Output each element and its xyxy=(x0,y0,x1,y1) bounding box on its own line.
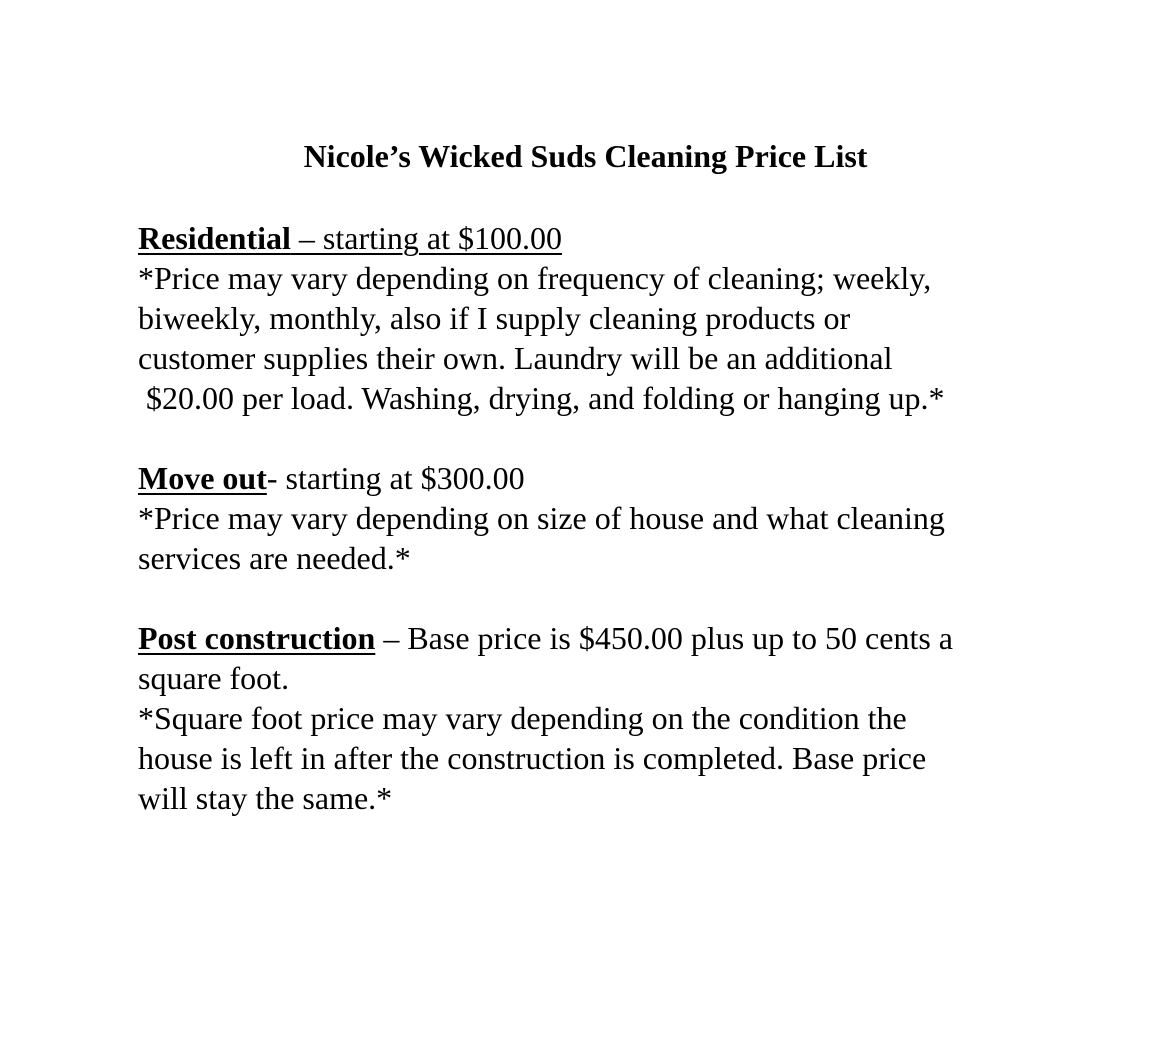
body-line: *Price may vary depending on frequency of cleaning; weekly, xyxy=(138,260,932,296)
heading-price: - starting at $300.00 xyxy=(266,460,525,496)
section-heading xyxy=(138,218,1038,258)
body-line: services are needed.* xyxy=(138,540,411,576)
residential-heading-underlined xyxy=(138,220,562,256)
heading-label: Residential xyxy=(138,220,291,256)
heading-price: – starting at $100.00 xyxy=(290,220,562,256)
title-text: Nicole’s Wicked Suds Cleaning Price List xyxy=(303,138,868,174)
body-line: customer supplies their own. Laundry will be an additional xyxy=(138,340,893,376)
body-line: $20.00 per load. Washing, drying, and folding or hanging up.* xyxy=(138,380,945,416)
section-residential xyxy=(138,218,1038,418)
section-heading xyxy=(138,458,1038,498)
heading-label: Move out xyxy=(138,460,267,496)
heading-price: – Base price is $450.00 plus up to 50 cents a xyxy=(375,620,953,656)
body-line: house is left in after the construction is completed. Base price xyxy=(138,740,927,776)
section-post-construction xyxy=(138,618,1038,818)
section-move-out xyxy=(138,458,1038,578)
body-line: will stay the same.* xyxy=(138,780,393,816)
body-line: *Square foot price may vary depending on the condition the xyxy=(138,700,907,736)
heading-label: Post construction xyxy=(138,620,376,656)
page-title xyxy=(0,136,1169,176)
section-heading xyxy=(138,618,1038,658)
body-line: *Price may vary depending on size of house and what cleaning xyxy=(138,500,945,536)
body-line: biweekly, monthly, also if I supply cleaning products or xyxy=(138,300,851,336)
body-line: square foot. xyxy=(138,660,290,696)
